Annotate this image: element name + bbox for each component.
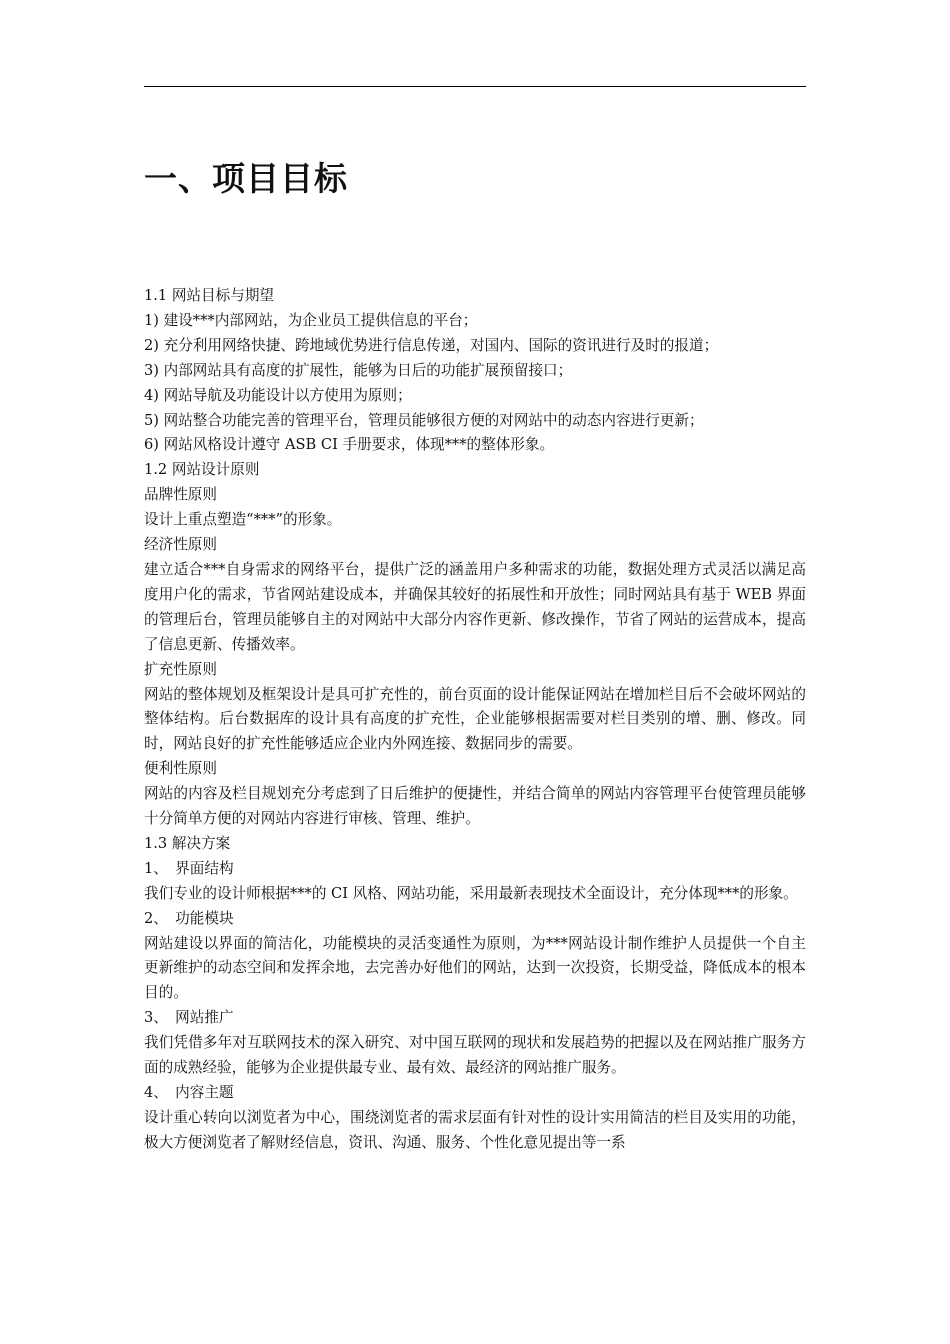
paragraph: 2、 功能模块 <box>144 909 234 927</box>
paragraph: 设计重心转向以浏览者为中心，围绕浏览者的需求层面有针对性的设计实用简洁的栏目及实用的功能，极大方便浏览者了解财经信息，资讯、沟通、服务、个性化意见提出等一系 <box>144 1108 806 1151</box>
paragraph: 网站的内容及栏目规划充分考虑到了日后维护的便捷性，并结合简单的网站内容管理平台使管理员能够十分简单方便的对网站内容进行审核、管理、维护。 <box>144 785 806 828</box>
paragraph: 4、 内容主题 <box>144 1084 234 1101</box>
paragraph: 扩充性原则 <box>144 660 217 678</box>
paragraph: 6) 网站风格设计遵守 ASB CI 手册要求，体现***的整体形象。 <box>144 436 555 454</box>
paragraph: 我们凭借多年对互联网技术的深入研究、对中国互联网的现状和发展趋势的把握以及在网站推广服务方面的成熟经验，能够为企业提供最专业、最有效、最经济的网站推广服务。 <box>144 1034 806 1077</box>
paragraph: 4) 网站导航及功能设计以方使用为原则； <box>144 386 412 404</box>
section-title: 一、项目目标 <box>144 159 348 198</box>
document-body <box>144 284 806 1156</box>
paragraph: 1.2 网站设计原则 <box>144 461 260 479</box>
paragraph: 1.3 解决方案 <box>144 834 231 852</box>
paragraph: 网站建设以界面的简洁化，功能模块的灵活变通性为原则，为***网站设计制作维护人员提供一个自主更新维护的动态空间和发挥余地，去完善办好他们的网站，达到一次投资，长期受益，降低成本的根本目的。 <box>144 934 806 1002</box>
paragraph: 1.1 网站目标与期望 <box>144 287 275 304</box>
paragraph: 3) 内部网站具有高度的扩展性，能够为日后的功能扩展预留接口； <box>144 361 573 379</box>
paragraph: 5) 网站整合功能完善的管理平台，管理员能够很方便的对网站中的动态内容进行更新； <box>144 411 704 429</box>
paragraph: 3、 网站推广 <box>144 1009 234 1027</box>
paragraph: 便利性原则 <box>144 760 217 778</box>
paragraph: 设计上重点塑造“***”的形象。 <box>144 511 342 529</box>
paragraph: 1、 界面结构 <box>144 859 234 877</box>
paragraph: 我们专业的设计师根据***的 CI 风格、网站功能，采用最新表现技术全面设计，充分体现***的形象。 <box>144 884 798 902</box>
paragraph: 建立适合***自身需求的网络平台，提供广泛的涵盖用户多种需求的功能，数据处理方式灵活以满足高度用户化的需求，节省网站建设成本，并确保其较好的拓展性和开放性；同时网站具有基于 WEB 界面的管理后台，管理员能够自主的对网站中大部分内容作更新、修改操作，节省了网站的运营成本，提高了信息更新、传播效率。 <box>144 560 806 653</box>
paragraph: 品牌性原则 <box>144 486 217 504</box>
paragraph: 经济性原则 <box>144 536 217 554</box>
paragraph: 2) 充分利用网络快捷、跨地域优势进行信息传递，对国内、国际的资讯进行及时的报道； <box>144 336 719 354</box>
header-rule <box>144 86 806 87</box>
paragraph: 1) 建设***内部网站，为企业员工提供信息的平台； <box>144 311 478 329</box>
paragraph: 网站的整体规划及框架设计是具可扩充性的，前台页面的设计能保证网站在增加栏目后不会破坏网站的整体结构。后台数据库的设计具有高度的扩充性，企业能够根据需要对栏目类别的增、删、修改。同时，网站良好的扩充性能够适应企业内外网连接、数据同步的需要。 <box>144 685 806 753</box>
